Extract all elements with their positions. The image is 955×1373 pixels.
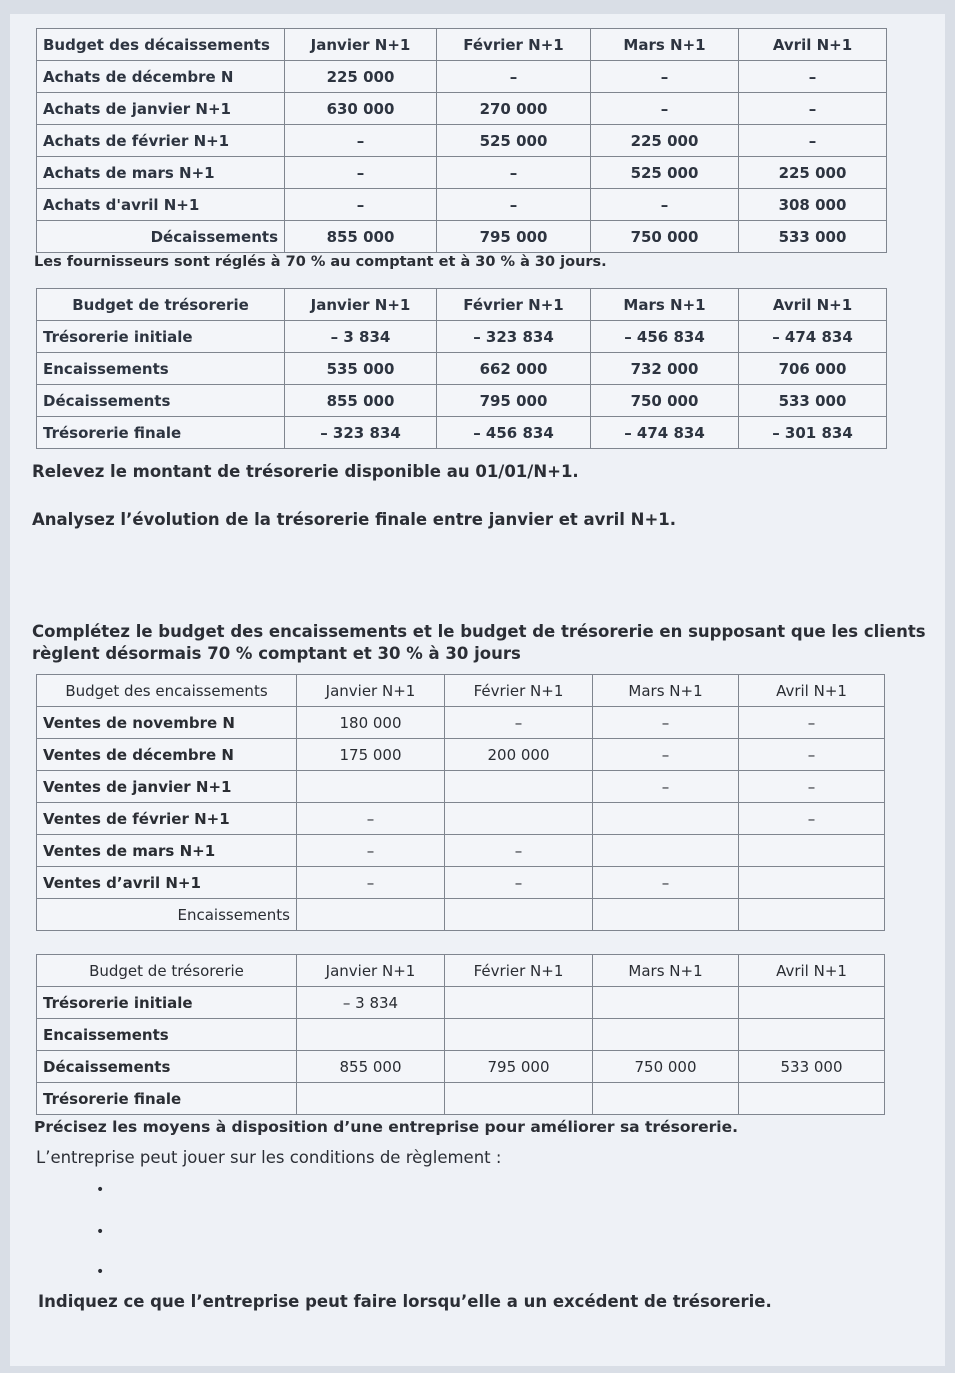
row-label: Ventes de janvier N+1 bbox=[37, 771, 297, 803]
table-row bbox=[37, 771, 885, 803]
table-cell: – 474 834 bbox=[591, 417, 739, 449]
table-cell: 732 000 bbox=[591, 353, 739, 385]
table-cell: – bbox=[445, 707, 593, 739]
table-cell: 200 000 bbox=[445, 739, 593, 771]
table-cell: 533 000 bbox=[739, 385, 887, 417]
budget-tresorerie-table bbox=[36, 288, 887, 449]
table-row bbox=[37, 1019, 885, 1051]
budget-encaissements-table bbox=[36, 674, 885, 931]
table-cell: 662 000 bbox=[437, 353, 591, 385]
answer-bullet: • bbox=[96, 1182, 105, 1198]
table-cell[interactable] bbox=[445, 803, 593, 835]
table-cell[interactable] bbox=[445, 771, 593, 803]
table-cell[interactable] bbox=[739, 987, 885, 1019]
table-header-cell: Avril N+1 bbox=[739, 29, 887, 61]
table-cell: 270 000 bbox=[437, 93, 591, 125]
table-cell[interactable] bbox=[445, 987, 593, 1019]
table-row bbox=[37, 1051, 885, 1083]
table-row bbox=[37, 1083, 885, 1115]
row-label: Encaissements bbox=[37, 1019, 297, 1051]
table-cell: – bbox=[591, 61, 739, 93]
question-1: Relevez le montant de trésorerie disponible au 01/01/N+1. bbox=[32, 462, 579, 481]
table-cell: – bbox=[297, 835, 445, 867]
table-cell: – 3 834 bbox=[285, 321, 437, 353]
table-row bbox=[37, 321, 887, 353]
table-cell: 630 000 bbox=[285, 93, 437, 125]
row-label: Décaissements bbox=[37, 385, 285, 417]
table-cell: – bbox=[593, 707, 739, 739]
table-cell: – bbox=[285, 189, 437, 221]
table-header-cell: Janvier N+1 bbox=[297, 675, 445, 707]
row-label: Trésorerie initiale bbox=[37, 987, 297, 1019]
budget-tresorerie-completer-table bbox=[36, 954, 885, 1115]
table-header-cell: Budget de trésorerie bbox=[37, 289, 285, 321]
table-cell[interactable] bbox=[445, 1083, 593, 1115]
row-label: Trésorerie finale bbox=[37, 1083, 297, 1115]
answer-bullet: • bbox=[96, 1264, 105, 1280]
table-row bbox=[37, 125, 887, 157]
question-5: Indiquez ce que l’entreprise peut faire lorsqu’elle a un excédent de trésorerie. bbox=[38, 1292, 772, 1311]
table-cell: – 323 834 bbox=[437, 321, 591, 353]
table-header-row bbox=[37, 675, 885, 707]
table-row bbox=[37, 189, 887, 221]
table-header-cell: Avril N+1 bbox=[739, 675, 885, 707]
table-cell: – bbox=[437, 61, 591, 93]
row-label: Trésorerie initiale bbox=[37, 321, 285, 353]
table-cell[interactable] bbox=[593, 803, 739, 835]
table-cell: – bbox=[591, 93, 739, 125]
table-cell: – bbox=[739, 771, 885, 803]
table-cell: 855 000 bbox=[285, 221, 437, 253]
table-cell[interactable] bbox=[593, 1019, 739, 1051]
table-row bbox=[37, 835, 885, 867]
table-header-row bbox=[37, 955, 885, 987]
table-header-cell: Avril N+1 bbox=[739, 955, 885, 987]
table-header-cell: Janvier N+1 bbox=[297, 955, 445, 987]
table-cell: – bbox=[437, 189, 591, 221]
table-cell: 525 000 bbox=[437, 125, 591, 157]
table-cell: – bbox=[593, 771, 739, 803]
table-row bbox=[37, 157, 887, 189]
table-cell: 750 000 bbox=[591, 221, 739, 253]
worksheet-page bbox=[10, 14, 945, 1366]
question-3-line-2: règlent désormais 70 % comptant et 30 % à 30 jours bbox=[32, 644, 521, 663]
table-cell: – 456 834 bbox=[437, 417, 591, 449]
table-cell: 795 000 bbox=[437, 221, 591, 253]
table-cell[interactable] bbox=[445, 1019, 593, 1051]
table-row bbox=[37, 987, 885, 1019]
table-cell: 533 000 bbox=[739, 221, 887, 253]
table-header-cell: Avril N+1 bbox=[739, 289, 887, 321]
row-label: Ventes de décembre N bbox=[37, 739, 297, 771]
table-row bbox=[37, 93, 887, 125]
budget-decaissements-table bbox=[36, 28, 887, 253]
table-cell: – bbox=[739, 707, 885, 739]
table-cell: – bbox=[285, 125, 437, 157]
table-header-cell: Mars N+1 bbox=[593, 675, 739, 707]
table-cell: – 301 834 bbox=[739, 417, 887, 449]
table-cell: – bbox=[739, 93, 887, 125]
table-cell: 795 000 bbox=[445, 1051, 593, 1083]
table-cell: – 323 834 bbox=[285, 417, 437, 449]
table-header-cell: Février N+1 bbox=[437, 29, 591, 61]
table-total-row bbox=[37, 899, 885, 931]
table-cell: – bbox=[297, 803, 445, 835]
row-label: Encaissements bbox=[37, 899, 297, 931]
table-cell[interactable] bbox=[297, 771, 445, 803]
table-cell: – bbox=[739, 739, 885, 771]
table-header-row bbox=[37, 289, 887, 321]
table-header-cell: Février N+1 bbox=[437, 289, 591, 321]
table-cell: – bbox=[445, 867, 593, 899]
table-row bbox=[37, 385, 887, 417]
table-header-cell: Mars N+1 bbox=[593, 955, 739, 987]
question-4: Précisez les moyens à disposition d’une entreprise pour améliorer sa trésorerie. bbox=[34, 1118, 738, 1136]
table-row bbox=[37, 803, 885, 835]
table-cell: – bbox=[591, 189, 739, 221]
row-label: Décaissements bbox=[37, 1051, 297, 1083]
table-cell: – bbox=[739, 803, 885, 835]
table-header-cell: Janvier N+1 bbox=[285, 289, 437, 321]
table-header-cell: Budget des décaissements bbox=[37, 29, 285, 61]
table-cell: – bbox=[593, 867, 739, 899]
table-cell: 750 000 bbox=[593, 1051, 739, 1083]
table-cell: – bbox=[445, 835, 593, 867]
row-label: Décaissements bbox=[37, 221, 285, 253]
row-label: Trésorerie finale bbox=[37, 417, 285, 449]
table-row bbox=[37, 353, 887, 385]
table-header-cell: Mars N+1 bbox=[591, 289, 739, 321]
table-header-cell: Budget des encaissements bbox=[37, 675, 297, 707]
question-2: Analysez l’évolution de la trésorerie finale entre janvier et avril N+1. bbox=[32, 510, 677, 529]
row-label: Achats de février N+1 bbox=[37, 125, 285, 157]
table-cell[interactable] bbox=[739, 899, 885, 931]
table-cell[interactable] bbox=[739, 1083, 885, 1115]
table-total-row bbox=[37, 221, 887, 253]
question-3-line-1: Complétez le budget des encaissements et le budget de trésorerie en supposant que les clients bbox=[32, 622, 926, 641]
table-cell: 855 000 bbox=[285, 385, 437, 417]
table-cell[interactable] bbox=[593, 899, 739, 931]
table-header-cell: Budget de trésorerie bbox=[37, 955, 297, 987]
table-cell: – bbox=[593, 739, 739, 771]
table-cell: – bbox=[285, 157, 437, 189]
table-cell: – 474 834 bbox=[739, 321, 887, 353]
table-cell[interactable] bbox=[445, 899, 593, 931]
table-cell[interactable] bbox=[593, 835, 739, 867]
table-cell: – bbox=[739, 125, 887, 157]
row-label: Ventes d’avril N+1 bbox=[37, 867, 297, 899]
table-cell: 225 000 bbox=[285, 61, 437, 93]
row-label: Ventes de mars N+1 bbox=[37, 835, 297, 867]
table-cell: 180 000 bbox=[297, 707, 445, 739]
table-row bbox=[37, 867, 885, 899]
table-cell: 533 000 bbox=[739, 1051, 885, 1083]
table-cell: 525 000 bbox=[591, 157, 739, 189]
table-cell: 750 000 bbox=[591, 385, 739, 417]
table-cell: – bbox=[739, 61, 887, 93]
table-cell: – bbox=[297, 867, 445, 899]
table-cell: – 456 834 bbox=[591, 321, 739, 353]
table-cell[interactable] bbox=[739, 867, 885, 899]
table-cell: 535 000 bbox=[285, 353, 437, 385]
row-label: Achats de janvier N+1 bbox=[37, 93, 285, 125]
table-row bbox=[37, 417, 887, 449]
table-row bbox=[37, 707, 885, 739]
table-cell: 175 000 bbox=[297, 739, 445, 771]
table-cell[interactable] bbox=[739, 835, 885, 867]
table-cell: 855 000 bbox=[297, 1051, 445, 1083]
table-cell[interactable] bbox=[593, 1083, 739, 1115]
table-cell: 706 000 bbox=[739, 353, 887, 385]
table-cell: – bbox=[437, 157, 591, 189]
table-row bbox=[37, 61, 887, 93]
supplier-terms-note: Les fournisseurs sont réglés à 70 % au comptant et à 30 % à 30 jours. bbox=[34, 254, 607, 270]
table-header-cell: Février N+1 bbox=[445, 675, 593, 707]
answer-bullet: • bbox=[96, 1224, 105, 1240]
table-cell[interactable] bbox=[593, 987, 739, 1019]
table-cell: 225 000 bbox=[739, 157, 887, 189]
table-cell[interactable] bbox=[739, 1019, 885, 1051]
table-header-cell: Mars N+1 bbox=[591, 29, 739, 61]
row-label: Ventes de novembre N bbox=[37, 707, 297, 739]
row-label: Achats d'avril N+1 bbox=[37, 189, 285, 221]
row-label: Achats de décembre N bbox=[37, 61, 285, 93]
table-row bbox=[37, 739, 885, 771]
table-cell[interactable] bbox=[297, 899, 445, 931]
table-cell: 225 000 bbox=[591, 125, 739, 157]
table-cell: – 3 834 bbox=[297, 987, 445, 1019]
table-cell[interactable] bbox=[297, 1083, 445, 1115]
table-cell[interactable] bbox=[297, 1019, 445, 1051]
table-cell: 308 000 bbox=[739, 189, 887, 221]
table-header-cell: Janvier N+1 bbox=[285, 29, 437, 61]
table-cell: 795 000 bbox=[437, 385, 591, 417]
question-4-subtitle: L’entreprise peut jouer sur les conditions de règlement : bbox=[36, 1148, 502, 1167]
row-label: Ventes de février N+1 bbox=[37, 803, 297, 835]
table-header-row bbox=[37, 29, 887, 61]
row-label: Achats de mars N+1 bbox=[37, 157, 285, 189]
table-header-cell: Février N+1 bbox=[445, 955, 593, 987]
row-label: Encaissements bbox=[37, 353, 285, 385]
